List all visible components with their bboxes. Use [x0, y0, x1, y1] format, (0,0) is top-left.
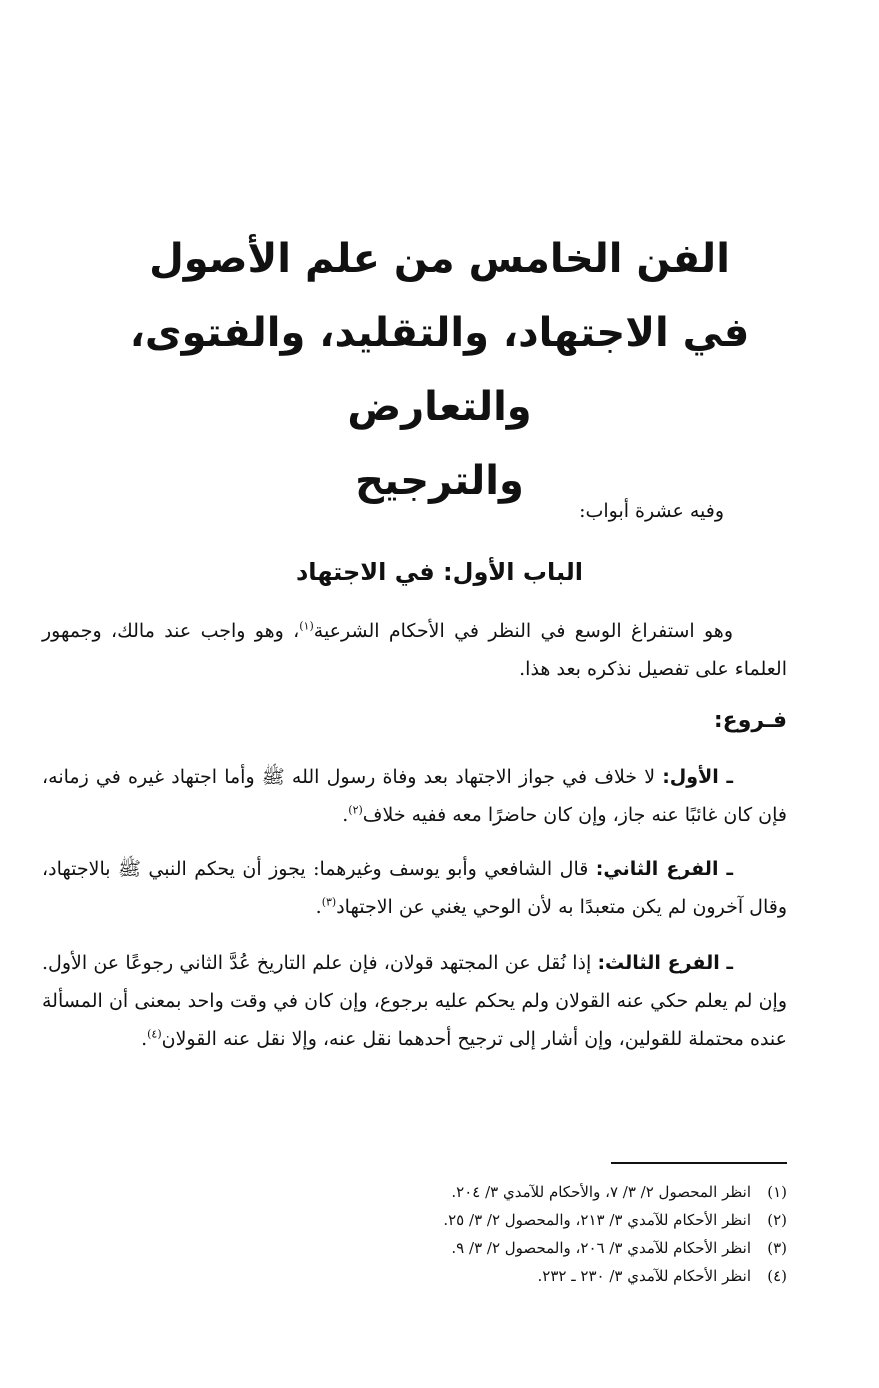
footnote-number: (٣) — [767, 1239, 787, 1257]
definition-text: وهو استفراغ الوسع في النظر في الأحكام الشرعية — [313, 620, 734, 642]
branch-3-text: إذا نُقل عن المجتهد قولان، فإن علم التاريخ عُدَّ الثاني رجوعًا عن الأول. وإن لم يعلم حكي عنه القولان ولم يحكم عليه برجوع، وإن كان في وقت واحد بمعنى أن المسألة عنده محتملة للقولين، وإن أشار إلى ترجيح أحدهما نقل عنه، وإلا نقل عنه القولان — [42, 952, 787, 1050]
footnotes-list — [92, 1178, 787, 1290]
title-line-3: والترجيح — [355, 458, 524, 504]
footnote-ref-2[interactable]: (٢) — [348, 803, 363, 817]
branch-paragraph-2 — [42, 850, 787, 926]
branch-paragraph-3 — [42, 944, 787, 1058]
footnote-text: انظر المحصول ٢/ ٣/ ٧، والأحكام للآمدي ٣/ ٢٠٤. — [451, 1183, 751, 1201]
definition-paragraph — [42, 612, 787, 688]
branch-2-end: . — [315, 896, 322, 918]
branch-paragraph-1 — [42, 758, 787, 834]
footnote-item — [92, 1178, 787, 1206]
footnote-item — [92, 1234, 787, 1262]
definition-text-continued: ، وهو واجب عند مالك، وجمهور العلماء على تفصيل نذكره بعد هذا. — [42, 620, 787, 680]
footnote-number: (٤) — [767, 1267, 787, 1285]
branch-3-end: . — [141, 1028, 148, 1050]
footnote-text: انظر الأحكام للآمدي ٣/ ٢٠٦، والمحصول ٢/ ٣/ ٩. — [451, 1239, 751, 1257]
footnote-ref-3[interactable]: (٣) — [321, 895, 337, 909]
branch-1-text: لا خلاف في جواز الاجتهاد بعد وفاة رسول الله ﷺ وأما اجتهاد غيره في زمانه، فإن كان غائبًا عنه جاز، وإن كان حاضرًا معه ففيه خلاف — [42, 766, 787, 826]
branches-heading: فـروع: — [713, 708, 787, 733]
branch-3-lead: ـ الفرع الثالث: — [597, 952, 733, 974]
footnote-item — [92, 1262, 787, 1290]
branch-1-lead: ـ الأول: — [662, 766, 733, 788]
branch-2-lead: ـ الفرع الثاني: — [595, 858, 733, 880]
title-line-1: الفن الخامس من علم الأصول — [149, 236, 730, 282]
footnote-text: انظر الأحكام للآمدي ٣/ ٢١٣، والمحصول ٢/ ٣/ ٢٥. — [443, 1211, 751, 1229]
footnote-item — [92, 1206, 787, 1234]
section-title — [60, 222, 819, 518]
intro-text: وفيه عشرة أبواب: — [579, 500, 724, 522]
footnote-text: انظر الأحكام للآمدي ٣/ ٢٣٠ ـ ٢٣٢. — [537, 1267, 751, 1285]
branch-2-text: قال الشافعي وأبو يوسف وغيرهما: يجوز أن يحكم النبي ﷺ بالاجتهاد، وقال آخرون لم يكن متعبدًا به لأن الوحي يغني عن الاجتهاد — [42, 858, 787, 918]
footnote-ref-4[interactable]: (٤) — [147, 1027, 162, 1041]
footnote-number: (١) — [767, 1183, 787, 1201]
title-line-2: في الاجتهاد، والتقليد، والفتوى، والتعارض — [129, 310, 750, 430]
footnote-number: (٢) — [767, 1211, 787, 1229]
chapter-heading: الباب الأول: في الاجتهاد — [295, 558, 584, 586]
branch-1-end: . — [342, 804, 349, 826]
footnote-ref-1[interactable]: (١) — [299, 619, 314, 633]
footnote-divider — [611, 1162, 787, 1164]
